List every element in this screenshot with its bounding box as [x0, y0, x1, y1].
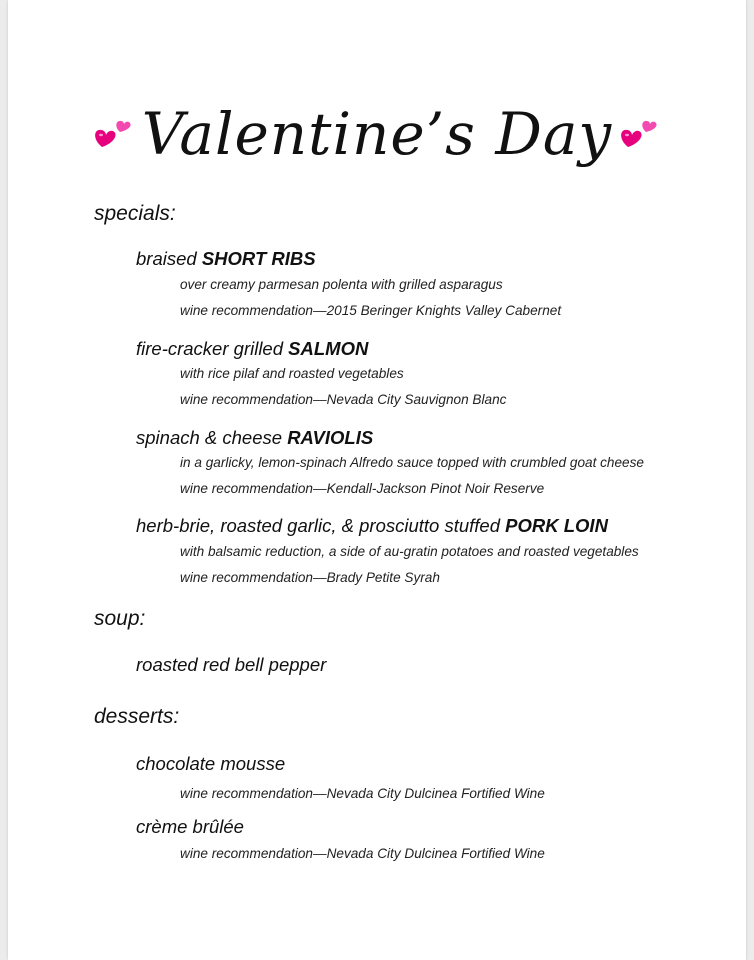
item-description: with balsamic reduction, a side of au-gratin potatoes and roasted vegetables	[180, 544, 639, 559]
section-label-specials: specials:	[94, 202, 176, 225]
menu-page	[8, 0, 746, 960]
item-title: PORK LOIN	[505, 515, 608, 536]
item-description: in a garlicky, lemon-spinach Alfredo sauce topped with crumbled goat cheese	[180, 455, 644, 470]
two-hearts-icon	[620, 117, 660, 151]
menu-item-salmon	[136, 338, 368, 360]
section-label-desserts: desserts:	[94, 705, 180, 728]
wine-recommendation: wine recommendation—Brady Petite Syrah	[180, 570, 440, 585]
item-prefix: fire-cracker grilled	[136, 338, 289, 359]
item-title: SALMON	[288, 338, 369, 359]
page-title: Valentine’s Day	[141, 100, 613, 168]
wine-recommendation: wine recommendation—Nevada City Sauvignon Blanc	[180, 392, 507, 407]
item-description: over creamy parmesan polenta with grilled asparagus	[180, 277, 503, 292]
item-prefix: spinach & cheese	[136, 427, 288, 448]
item-title: SHORT RIBS	[201, 248, 316, 269]
wine-recommendation: wine recommendation—Kendall-Jackson Pinot Noir Reserve	[180, 481, 545, 496]
menu-item-pork-loin	[136, 515, 608, 537]
title-row	[8, 84, 746, 184]
item-description: with rice pilaf and roasted vegetables	[180, 366, 404, 381]
menu-item-short-ribs	[136, 248, 316, 270]
menu-item-raviolis	[136, 427, 373, 449]
item-prefix: herb-brie, roasted garlic, & prosciutto stuffed	[136, 515, 506, 536]
wine-recommendation: wine recommendation—2015 Beringer Knights Valley Cabernet	[180, 303, 562, 318]
menu-item-creme-brulee: crème brûlée	[136, 816, 244, 837]
item-title: RAVIOLIS	[287, 427, 374, 448]
menu-item-soup: roasted red bell pepper	[136, 654, 327, 675]
section-label-soup: soup:	[94, 607, 146, 630]
wine-recommendation: wine recommendation—Nevada City Dulcinea Fortified Wine	[180, 846, 545, 861]
menu-item-chocolate-mousse: chocolate mousse	[136, 753, 286, 774]
item-prefix: braised	[136, 248, 202, 269]
two-hearts-icon	[94, 117, 134, 151]
wine-recommendation: wine recommendation—Nevada City Dulcinea Fortified Wine	[180, 786, 545, 801]
